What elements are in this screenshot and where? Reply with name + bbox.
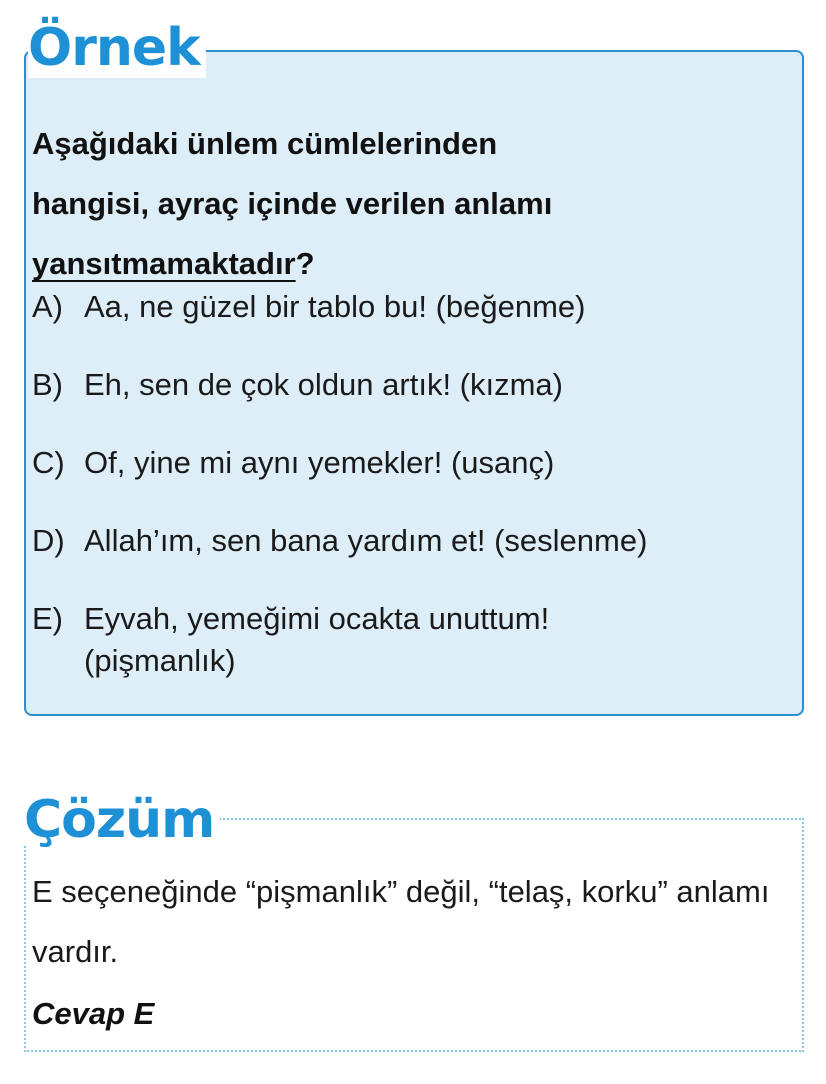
option-letter: A) bbox=[32, 289, 63, 324]
option-letter: B) bbox=[32, 367, 63, 402]
solution-heading: Çözüm bbox=[22, 794, 220, 846]
option-c bbox=[32, 442, 772, 484]
solution-text: E seçeneğinde “pişmanlık” değil, “telaş, korku” anlamı vardır. bbox=[32, 874, 770, 969]
option-letter: D) bbox=[32, 523, 65, 558]
option-text: Allah’ım, sen bana yardım et! (seslenme) bbox=[84, 523, 648, 558]
example-heading: Örnek bbox=[26, 22, 212, 74]
question-line-2: hangisi, ayraç içinde verilen anlamı bbox=[32, 186, 553, 221]
option-letter: E) bbox=[32, 601, 63, 636]
question-line-1: Aşağıdaki ünlem cümlelerinden bbox=[32, 126, 498, 161]
answer-options bbox=[32, 286, 772, 718]
option-d bbox=[32, 520, 772, 562]
option-text: Of, yine mi aynı yemekler! (usanç) bbox=[84, 445, 555, 480]
option-text: Eyvah, yemeğimi ocakta unuttum! (pişmanlık) bbox=[84, 601, 550, 678]
option-b bbox=[32, 364, 772, 406]
option-letter: C) bbox=[32, 445, 65, 480]
option-e bbox=[32, 598, 772, 682]
option-text: Aa, ne güzel bir tablo bu! (beğenme) bbox=[84, 289, 586, 324]
question-line-3 bbox=[32, 234, 772, 294]
question-text bbox=[32, 114, 772, 294]
option-a bbox=[32, 286, 772, 328]
question-mark: ? bbox=[295, 246, 315, 281]
option-text: Eh, sen de çok oldun artık! (kızma) bbox=[84, 367, 563, 402]
answer-label: Cevap E bbox=[32, 996, 155, 1031]
question-emphasis: yansıtmamaktadır bbox=[32, 246, 296, 281]
